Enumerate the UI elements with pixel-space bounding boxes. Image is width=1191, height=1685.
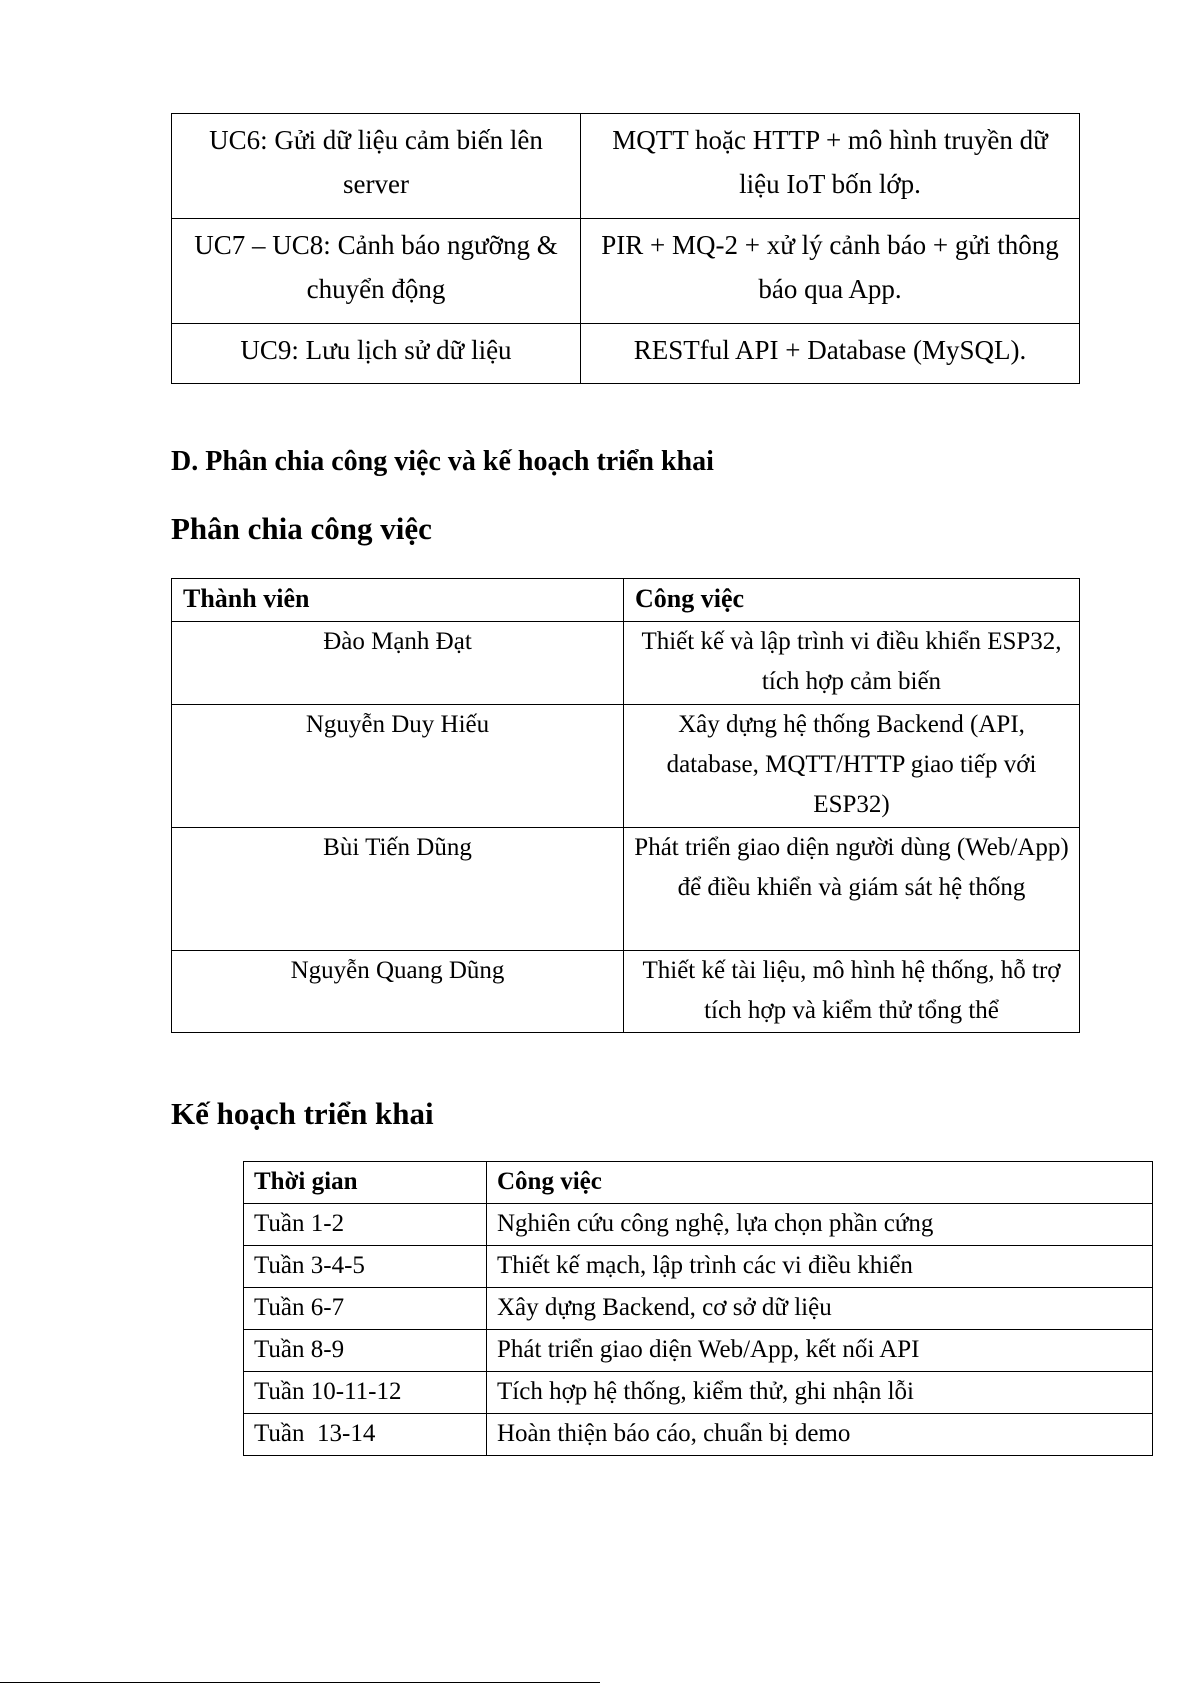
task-cell: Tích hợp hệ thống, kiểm thử, ghi nhận lỗi (487, 1372, 1153, 1414)
technology-cell: RESTful API + Database (MySQL). (581, 324, 1080, 384)
technology-cell: MQTT hoặc HTTP + mô hình truyền dữ liệu IoT bốn lớp. (581, 114, 1080, 219)
task-cell: Nghiên cứu công nghệ, lựa chọn phần cứng (487, 1204, 1153, 1246)
task-cell: Thiết kế và lập trình vi điều khiển ESP32, tích hợp cảm biến (624, 622, 1080, 705)
table-header-row (172, 579, 1080, 622)
use-case-cell: UC6: Gửi dữ liệu cảm biến lên server (172, 114, 581, 219)
table-row (172, 114, 1080, 219)
table-row (244, 1372, 1153, 1414)
task-cell: Thiết kế mạch, lập trình các vi điều khiển (487, 1246, 1153, 1288)
table-row (244, 1414, 1153, 1456)
column-header: Thành viên (172, 579, 624, 622)
table-row (244, 1246, 1153, 1288)
table-row (244, 1288, 1153, 1330)
time-cell: Tuần 10-11-12 (244, 1372, 487, 1414)
table-row (172, 951, 1080, 1033)
member-cell: Bùi Tiến Dũng (172, 828, 624, 951)
column-header: Thời gian (244, 1162, 487, 1204)
member-cell: Nguyễn Quang Dũng (172, 951, 624, 1033)
use-case-cell: UC9: Lưu lịch sử dữ liệu (172, 324, 581, 384)
time-cell: Tuần 8-9 (244, 1330, 487, 1372)
section-d-heading: D. Phân chia công việc và kế hoạch triển khai (171, 446, 714, 477)
task-cell: Xây dựng Backend, cơ sở dữ liệu (487, 1288, 1153, 1330)
plan-heading: Kế hoạch triển khai (171, 1096, 434, 1131)
task-cell: Phát triển giao diện người dùng (Web/App) để điều khiển và giám sát hệ thống (624, 828, 1080, 951)
time-cell: Tuần 1-2 (244, 1204, 487, 1246)
use-case-cell: UC7 – UC8: Cảnh báo ngưỡng & chuyển động (172, 219, 581, 324)
table-header-row (244, 1162, 1153, 1204)
task-cell: Hoàn thiện báo cáo, chuẩn bị demo (487, 1414, 1153, 1456)
task-assignment-table (171, 578, 1080, 1033)
time-cell: Tuần 13-14 (244, 1414, 487, 1456)
table-row (172, 705, 1080, 828)
table-row (244, 1330, 1153, 1372)
assignment-heading: Phân chia công việc (171, 511, 432, 546)
time-cell: Tuần 3-4-5 (244, 1246, 487, 1288)
task-cell: Phát triển giao diện Web/App, kết nối API (487, 1330, 1153, 1372)
member-cell: Nguyễn Duy Hiếu (172, 705, 624, 828)
table-row (172, 219, 1080, 324)
table-row (172, 622, 1080, 705)
table-row (172, 324, 1080, 384)
task-cell: Thiết kế tài liệu, mô hình hệ thống, hỗ trợ tích hợp và kiểm thử tổng thể (624, 951, 1080, 1033)
technology-cell: PIR + MQ-2 + xử lý cảnh báo + gửi thông báo qua App. (581, 219, 1080, 324)
time-cell: Tuần 6-7 (244, 1288, 487, 1330)
member-cell: Đào Mạnh Đạt (172, 622, 624, 705)
column-header: Công việc (624, 579, 1080, 622)
table-row (244, 1204, 1153, 1246)
use-case-tech-table (171, 113, 1080, 384)
task-cell: Xây dựng hệ thống Backend (API, database, MQTT/HTTP giao tiếp với ESP32) (624, 705, 1080, 828)
column-header: Công việc (487, 1162, 1153, 1204)
table-row (172, 828, 1080, 951)
schedule-table (243, 1161, 1153, 1456)
page-bottom-rule (0, 1682, 600, 1683)
